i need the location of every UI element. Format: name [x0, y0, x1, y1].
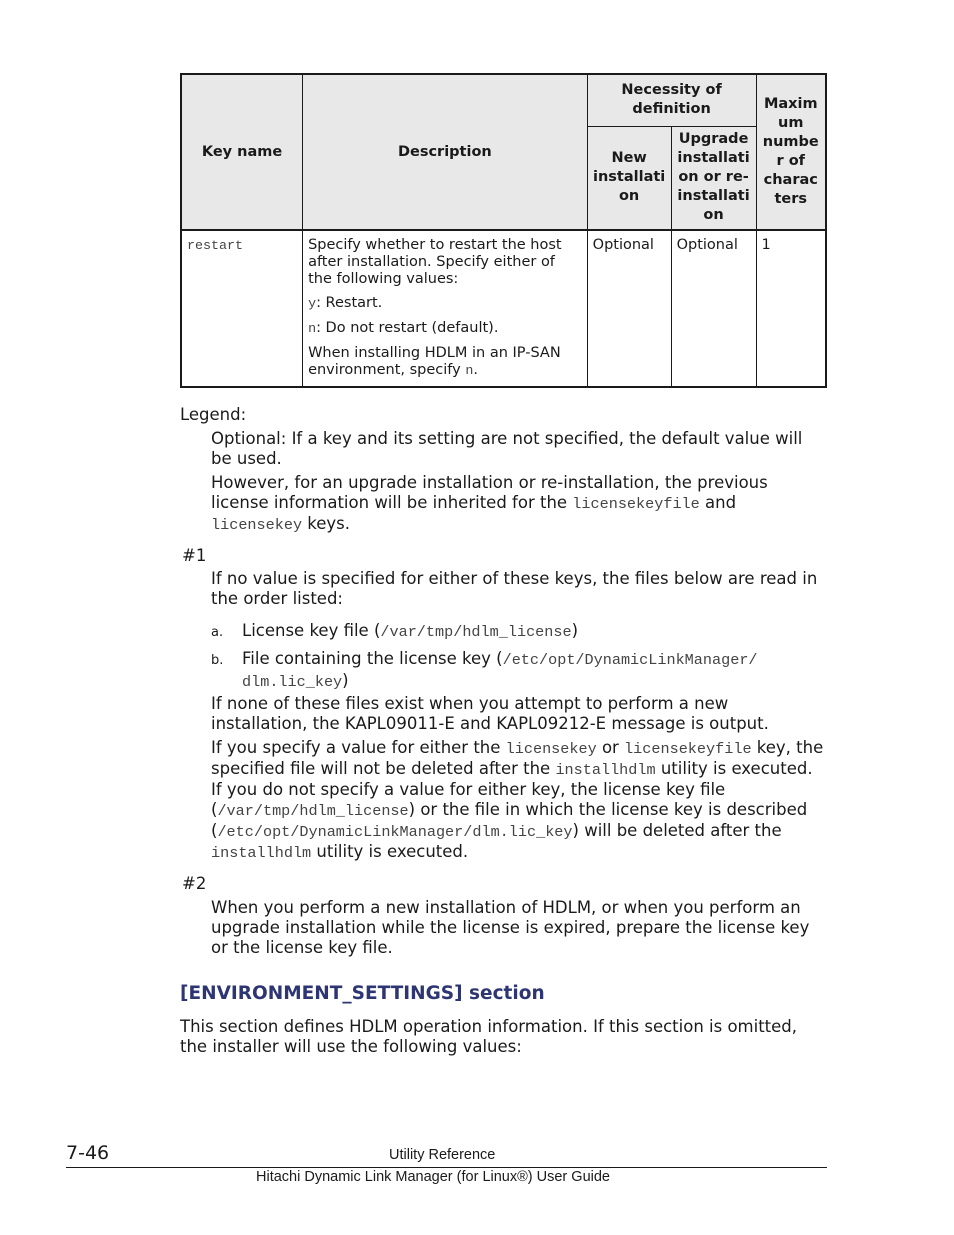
note2-text: When you perform a new installation of HDLM, or when you perform an upgrade installation while the license is expired, prepare the license key or the license key file. [211, 898, 810, 957]
cell-description [303, 230, 588, 387]
legend-body [211, 429, 827, 539]
desc-option-n: n: Do not restart (default). [308, 320, 499, 337]
legend-label: Legend: [180, 405, 247, 424]
note1-item-b: b. File containing the license key (/etc/opt/DynamicLinkManager/ dlm.lic_key) [211, 649, 758, 691]
cell-max-chars: 1 [756, 230, 826, 387]
header-description: Description [303, 74, 588, 230]
page-number: 7-46 [66, 1142, 110, 1164]
section-text: This section defines HDLM operation information. If this section is omitted, the installer will use the following values: [180, 1017, 798, 1056]
note2-label: #2 [182, 874, 207, 893]
note1-intro: If no value is specified for either of these keys, the files below are read in the order listed: [211, 569, 818, 608]
book-title: Hitachi Dynamic Link Manager (for Linux®) User Guide [256, 1169, 610, 1185]
chapter-title: Utility Reference [389, 1147, 496, 1163]
table-row [181, 230, 826, 387]
note1-specify: If you specify a value for either the licensekey or licensekeyfile key, the specified file will not be deleted after the installhdlm utility is executed. If you do not specify a value for either key, the license key file (/var/tmp/hdlm_license) or the file in which the license key is described (/etc/opt/DynamicLinkManager/dlm.lic_key) will be deleted after the installhdlm utility is executed. [211, 738, 824, 862]
cell-key: restart [181, 230, 303, 387]
desc-intro: Specify whether to restart the host after installation. Specify either of the following values: [308, 237, 562, 287]
legend-optional: Optional: If a key and its setting are not specified, the default value will be used. [211, 429, 803, 468]
note1-body [211, 694, 827, 867]
cell-upgrade: Optional [671, 230, 756, 387]
header-max-chars: Maxim um numbe r of charac ters [756, 74, 826, 230]
legend-however: However, for an upgrade installation or re-installation, the previous license information will be inherited for the licensekeyfile and licensekey keys. [211, 473, 768, 534]
section-heading: [ENVIRONMENT_SETTINGS] section [180, 983, 545, 1004]
note1-item-a: a. License key file (/var/tmp/hdlm_license) [211, 621, 579, 641]
desc-ipsan: When installing HDLM in an IP-SAN environment, specify n. [308, 345, 561, 379]
header-necessity: Necessity of definition [587, 74, 756, 126]
key-definition-table [180, 73, 827, 388]
cell-new-install: Optional [587, 230, 671, 387]
header-new-install: New installati on [587, 126, 671, 230]
header-upgrade: Upgrade installati on or re-installati on [671, 126, 756, 230]
desc-option-y: y: Restart. [308, 295, 383, 312]
note1-none-exist: If none of these files exist when you attempt to perform a new installation, the KAPL09011-E and KAPL09212-E message is output. [211, 694, 769, 733]
header-key-name: Key name [181, 74, 303, 230]
footer-divider [66, 1167, 827, 1168]
note1-label: #1 [182, 546, 207, 565]
